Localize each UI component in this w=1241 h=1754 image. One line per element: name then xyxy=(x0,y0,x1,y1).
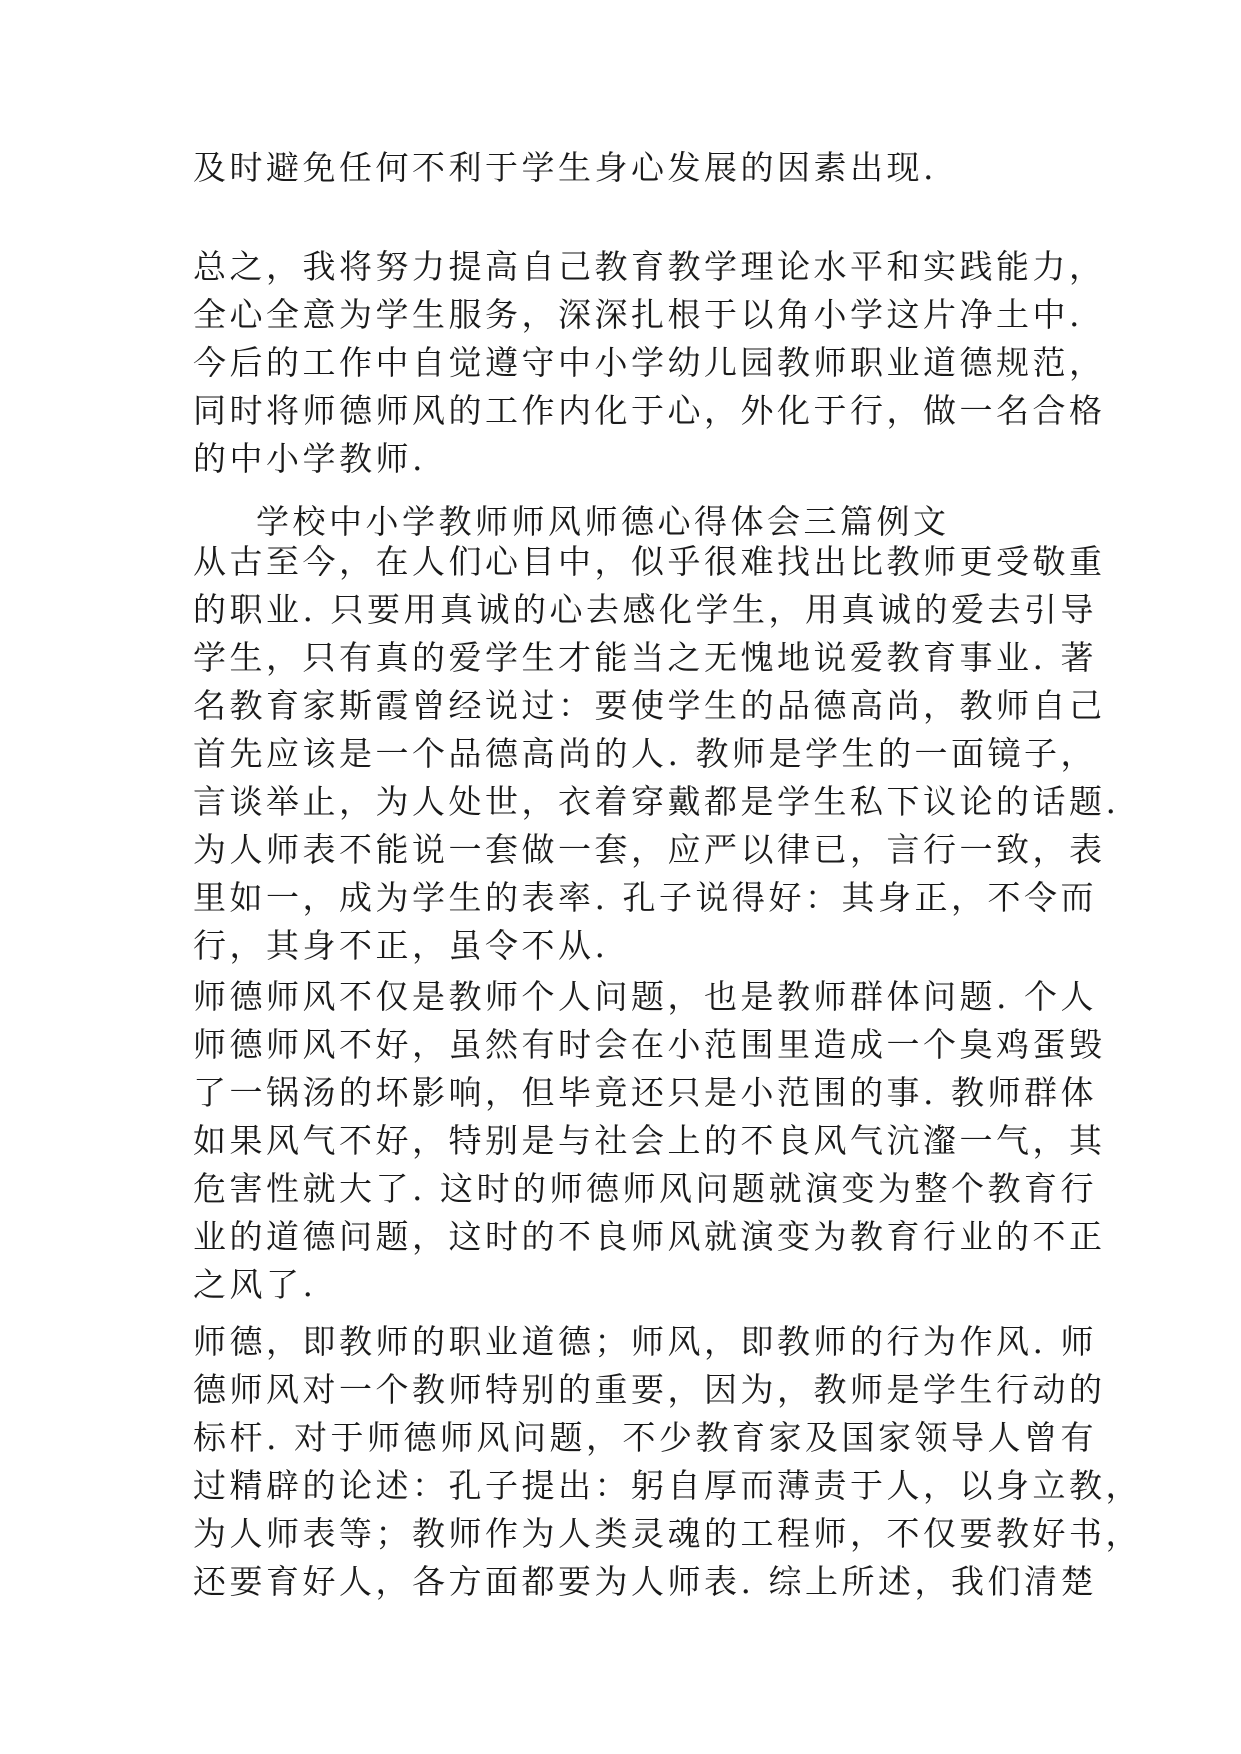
paragraph-line: 名教育家斯霞曾经说过：要使学生的品德高尚，教师自己 xyxy=(193,686,1106,725)
paragraph-line: 了一锅汤的坏影响，但毕竟还只是小范围的事. 教师群体 xyxy=(193,1073,1097,1112)
paragraph-5 xyxy=(193,1318,1142,1606)
paragraph-line: 总之，我将努力提高自己教育教学理论水平和实践能力， xyxy=(193,247,1106,286)
paragraph-line: 里如一，成为学生的表率. 孔子说得好：其身正，不令而 xyxy=(193,878,1097,917)
paragraph-line: 首先应该是一个品德高尚的人. 教师是学生的一面镜子， xyxy=(193,734,1097,773)
paragraph-line: 师德，即教师的职业道德；师风，即教师的行为作风. 师 xyxy=(193,1322,1097,1361)
paragraph-line: 业的道德问题，这时的不良师风就演变为教育行业的不正 xyxy=(193,1217,1106,1256)
paragraph-line: 之风了. xyxy=(193,1265,317,1304)
paragraph-line: 还要育好人，各方面都要为人师表. 综上所述，我们清楚 xyxy=(193,1562,1097,1601)
paragraph-line: 学生，只有真的爱学生才能当之无愧地说爱教育事业. 著 xyxy=(193,638,1097,677)
paragraph-line: 师德师风不仅是教师个人问题，也是教师群体问题. 个人 xyxy=(193,977,1097,1016)
paragraph-line: 过精辟的论述：孔子提出：躬自厚而薄责于人，以身立教， xyxy=(193,1466,1142,1505)
paragraph-line: 同时将师德师风的工作内化于心，外化于行，做一名合格 xyxy=(193,391,1106,430)
paragraph-line: 言谈举止，为人处世，衣着穿戴都是学生私下议论的话题. xyxy=(193,782,1120,821)
paragraph-line: 德师风对一个教师特别的重要，因为，教师是学生行动的 xyxy=(193,1370,1106,1409)
paragraph-2 xyxy=(193,243,1106,483)
paragraph-line: 为人师表等；教师作为人类灵魂的工程师，不仅要教好书， xyxy=(193,1514,1142,1553)
paragraph-3 xyxy=(193,538,1120,970)
paragraph-line: 为人师表不能说一套做一套，应严以律已，言行一致，表 xyxy=(193,830,1106,869)
paragraph-line: 危害性就大了. 这时的师德师风问题就演变为整个教育行 xyxy=(193,1169,1097,1208)
paragraph-line: 的职业. 只要用真诚的心去感化学生，用真诚的爱去引导 xyxy=(193,590,1097,629)
paragraph-line: 标杆. 对于师德师风问题，不少教育家及国家领导人曾有 xyxy=(193,1418,1097,1457)
paragraph-4 xyxy=(193,973,1106,1309)
paragraph-line: 全心全意为学生服务，深深扎根于以角小学这片净土中. xyxy=(193,295,1083,334)
section-heading: 学校中小学教师师风师德心得体会三篇例文 xyxy=(256,502,950,541)
paragraph-1 xyxy=(193,144,1073,192)
paragraph-line: 及时避免任何不利于学生身心发展的因素出现. xyxy=(193,148,937,187)
paragraph-line: 的中小学教师. xyxy=(193,439,426,478)
paragraph-line: 从古至今，在人们心目中，似乎很难找出比教师更受敬重 xyxy=(193,542,1106,581)
paragraph-line: 行，其身不正，虽令不从. xyxy=(193,926,609,965)
paragraph-line: 师德师风不好，虽然有时会在小范围里造成一个臭鸡蛋毁 xyxy=(193,1025,1106,1064)
paragraph-line: 如果风气不好，特别是与社会上的不良风气沆瀣一气，其 xyxy=(193,1121,1106,1160)
paragraph-line: 今后的工作中自觉遵守中小学幼儿园教师职业道德规范， xyxy=(193,343,1106,382)
